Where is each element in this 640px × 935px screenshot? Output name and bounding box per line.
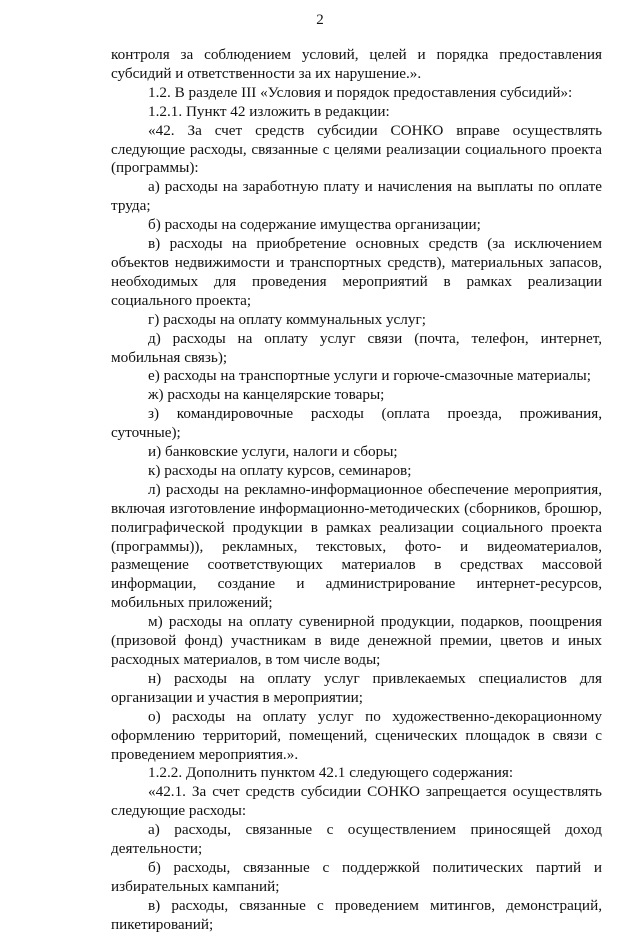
list-item-d: д) расходы на оплату услуг связи (почта, телефон, интернет, мобильная связь);	[111, 329, 602, 366]
list-item-i: и) банковские услуги, налоги и сборы;	[148, 443, 398, 461]
list-item-e: е) расходы на транспортные услуги и горюче-смазочные материалы;	[148, 367, 591, 385]
page-number: 2	[316, 12, 324, 28]
paragraph-clause-42-1: «42.1. За счет средств субсидии СОНКО запрещается осуществлять следующие расходы:	[111, 783, 602, 820]
list-item-b: б) расходы на содержание имущества организации;	[148, 216, 481, 234]
list-item-l: л) расходы на рекламно-информационное обеспечение мероприятия, включая изготовление информационно-методических (сборников, брошюр, полиграфической продукции в рамках реализации социального проекта (программы)), рекламных, текстовых, фото- и видеоматериалов, размещение соответствующих материалов в средствах массовой информации, создание и администрирование интернет-ресурсов, мобильных приложений;	[111, 480, 602, 612]
paragraph-clause-42: «42. За счет средств субсидии СОНКО вправе осуществлять следующие расходы, связанные с целями реализации социального проекта (программы):	[111, 121, 602, 177]
paragraph-section-heading: 1.2. В разделе III «Условия и порядок предоставления субсидий»:	[148, 83, 573, 101]
list-item-n: н) расходы на оплату услуг привлекаемых специалистов для организации и участия в мероприятии;	[111, 669, 602, 706]
list-item-a-2: а) расходы, связанные с осуществлением приносящей доход деятельности;	[111, 821, 602, 858]
list-item-v-2: в) расходы, связанные с проведением митингов, демонстраций, пикетирований;	[111, 896, 602, 933]
paragraph-continuation: контроля за соблюдением условий, целей и порядка предоставления субсидий и ответственности за их нарушение.».	[111, 46, 602, 82]
list-item-a: а) расходы на заработную плату и начисления на выплаты по оплате труда;	[111, 178, 602, 215]
list-item-v: в) расходы на приобретение основных средств (за исключением объектов недвижимости и транспортных средств), материальных запасов, необходимых для проведения мероприятий в рамках реализации социального проекта;	[111, 235, 602, 309]
paragraph-item-1-2-2: 1.2.2. Дополнить пунктом 42.1 следующего содержания:	[148, 764, 514, 782]
list-item-m: м) расходы на оплату сувенирной продукции, подарков, поощрения (призовой фонд) участникам в виде денежной премии, цветов и иных расходных материалов, в том числе воды;	[111, 613, 602, 668]
list-item-z: з) командировочные расходы (оплата проезда, проживания, суточные);	[111, 405, 602, 442]
list-item-o: о) расходы на оплату услуг по художественно-декорационному оформлению территорий, помещений, сценических площадок в связи с проведением мероприятия.».	[111, 707, 602, 763]
list-item-g: г) расходы на оплату коммунальных услуг;	[148, 310, 426, 328]
document-body	[111, 46, 602, 935]
paragraph-item-1-2-1: 1.2.1. Пункт 42 изложить в редакции:	[148, 102, 390, 120]
list-item-zh: ж) расходы на канцелярские товары;	[148, 386, 385, 404]
list-item-k: к) расходы на оплату курсов, семинаров;	[148, 461, 412, 479]
list-item-b-2: б) расходы, связанные с поддержкой политических партий и избирательных кампаний;	[111, 858, 602, 895]
